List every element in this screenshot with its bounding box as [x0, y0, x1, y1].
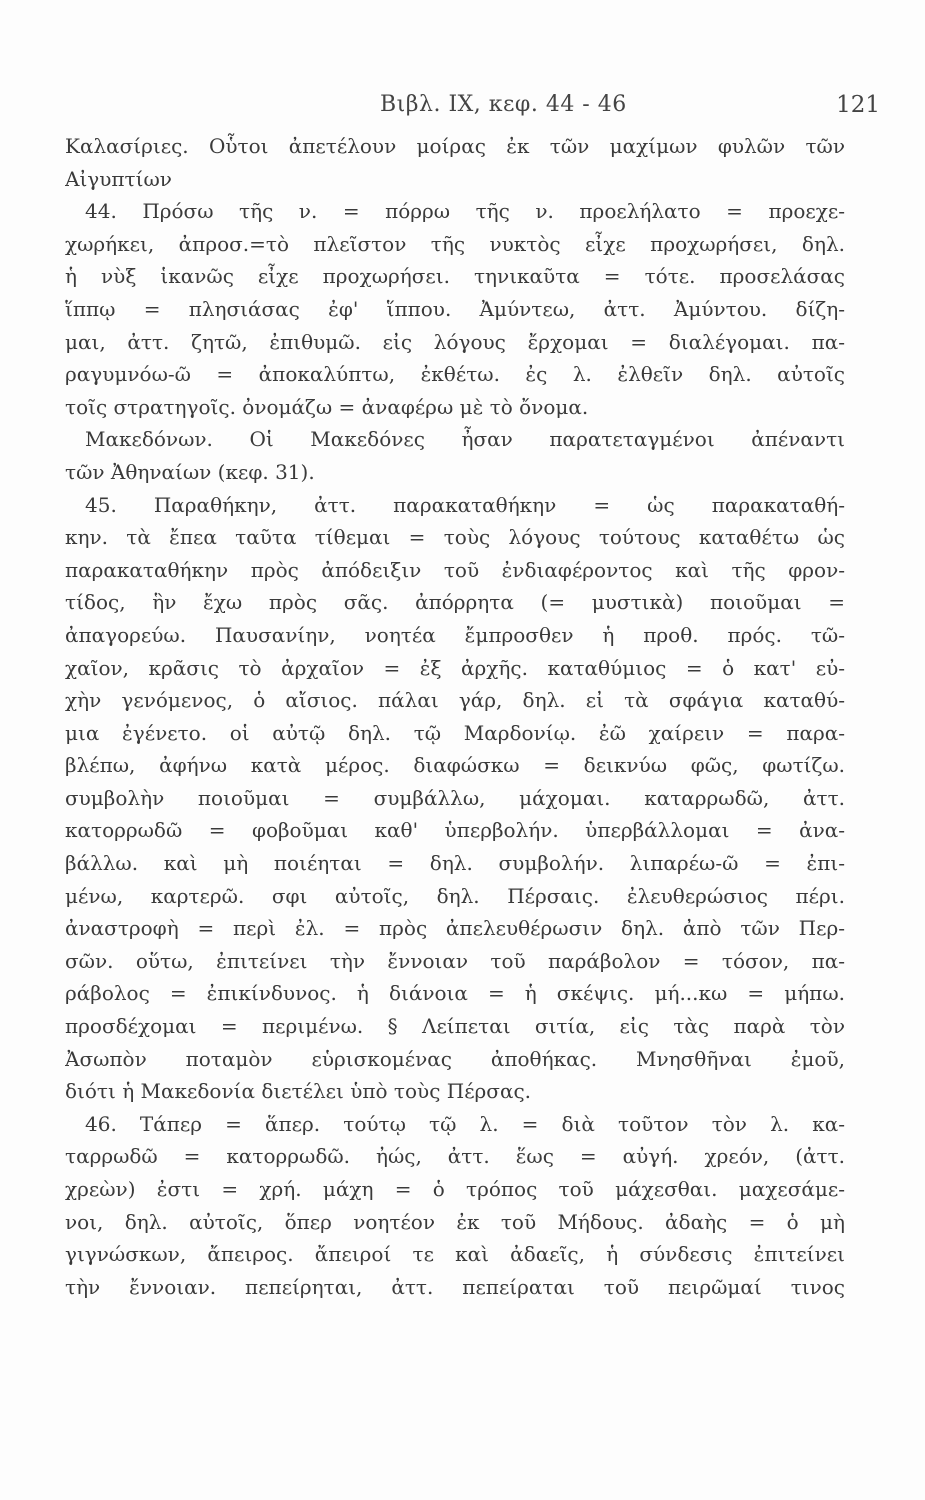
text-line: σῶν. οὕτω, ἐπιτείνει τὴν ἔννοιαν τοῦ παράβολον = τόσον, πα-: [65, 948, 845, 973]
text-line: μαι, ἀττ. ζητῶ, ἐπιθυμῶ. εἰς λόγους ἔρχομαι = διαλέγομαι. πα-: [65, 329, 845, 354]
text-line: τῶν Ἀθηναίων (κεφ. 31).: [65, 459, 315, 484]
text-line: ράβολος = ἐπικίνδυνος. ἡ διάνοια = ἡ σκέψις. μή...κω = μήπω.: [65, 981, 845, 1006]
text-line: κατορρωδῶ = φοβοῦμαι καθ' ὑπερβολήν. ὑπερβάλλομαι = ἀνα-: [65, 818, 845, 843]
text-line: μια ἐγένετο. οἱ αὐτῷ δηλ. τῷ Μαρδονίῳ. ἐῶ χαίρειν = παρα-: [65, 720, 845, 745]
text-line: χωρήκει, ἀπροσ.=τὸ πλεῖστον τῆς νυκτὸς εἶχε προχωρήσει, δηλ.: [65, 231, 845, 256]
text-line: προσδέχομαι = περιμένω. § Λείπεται σιτία, εἰς τὰς παρὰ τὸν: [65, 1014, 845, 1039]
text-line: ἀναστροφὴ = περὶ ἐλ. = πρὸς ἀπελευθέρωσιν δηλ. ἀπὸ τῶν Περ-: [65, 916, 845, 941]
text-line: παρακαταθήκην πρὸς ἀπόδειξιν τοῦ ἐνδιαφέροντος καὶ τῆς φρον-: [65, 557, 845, 582]
text-line: 44. Πρόσω τῆς ν. = πόρρω τῆς ν. προελήλατο = προεχε-: [85, 199, 845, 224]
text-line: χρεὼν) ἐστι = χρή. μάχη = ὁ τρόπος τοῦ μάχεσθαι. μαχεσάμε-: [65, 1177, 845, 1201]
text-line: Αἰγυπτίων: [65, 166, 172, 191]
text-line: γιγνώσκων, ἄπειρος. ἄπειροί τε καὶ ἀδαεῖς, ἡ σύνδεσις ἐπιτείνει: [65, 1242, 845, 1267]
text-line: ἀπαγορεύω. Παυσανίην, νοητέα ἔμπροσθεν ἡ προθ. πρός. τῶ-: [65, 622, 845, 647]
text-line: συμβολὴν ποιοῦμαι = συμβάλλω, μάχομαι. καταρρωδῶ, ἀττ.: [65, 785, 845, 810]
page-number: 121: [836, 92, 880, 118]
text-line: νοι, δηλ. αὐτοῖς, ὅπερ νοητέον ἐκ τοῦ Μήδους. ἀδαὴς = ὁ μὴ: [65, 1209, 845, 1234]
page-header: [380, 92, 880, 122]
text-line: μένω, καρτερῶ. σφι αὐτοῖς, δηλ. Πέρσαις. ἐλευθερώσιος πέρι.: [65, 883, 845, 908]
text-line: ἵππῳ = πλησιάσας ἐφ' ἵππου. Ἀμύντεω, ἀττ. Ἀμύντου. δίζη-: [65, 296, 845, 321]
text-line: Ἀσωπὸν ποταμὸν εὑρισκομένας ἀποθήκας. Μνησθῆναι ἐμοῦ,: [65, 1046, 845, 1071]
text-line: ραγυμνόω-ῶ = ἀποκαλύπτω, ἐκθέτω. ἐς λ. ἐλθεῖν δηλ. αὐτοῖς: [65, 362, 845, 387]
text-line: διότι ἡ Μακεδονία διετέλει ὑπὸ τοὺς Πέρσας.: [65, 1079, 532, 1104]
text-line: 46. Τάπερ = ἅπερ. τούτῳ τῷ λ. = διὰ τοῦτον τὸν λ. κα-: [85, 1111, 845, 1136]
text-line: χὴν γενόμενος, ὁ αἴσιος. πάλαι γάρ, δηλ. εἰ τὰ σφάγια καταθύ-: [65, 688, 845, 713]
commentary-text: [65, 130, 845, 1303]
text-line: βάλλω. καὶ μὴ ποιέηται = δηλ. συμβολήν. λιπαρέω-ῶ = ἐπι-: [65, 851, 845, 876]
text-line: τὴν ἔννοιαν. πεπείρηται, ἀττ. πεπείραται τοῦ πειρῶμαί τινος: [65, 1274, 845, 1299]
text-line: βλέπω, ἀφήνω κατὰ μέρος. διαφώσκω = δεικνύω φῶς, φωτίζω.: [65, 753, 845, 778]
text-line: 45. Παραθήκην, ἀττ. παρακαταθήκην = ὡς παρακαταθή-: [85, 492, 845, 517]
text-line: τοῖς στρατηγοῖς. ὀνομάζω = ἀναφέρω μὲ τὸ ὄνομα.: [65, 394, 589, 419]
text-line: χαῖον, κρᾶσις τὸ ἀρχαῖον = ἐξ ἀρχῆς. καταθύμιος = ὁ κατ' εὐ-: [65, 655, 845, 680]
text-line: κην. τὰ ἔπεα ταῦτα τίθεμαι = τοὺς λόγους τούτους καταθέτω ὡς: [65, 525, 845, 550]
text-line: ἡ νὺξ ἱκανῶς εἶχε προχωρήσει. τηνικαῦτα = τότε. προσελάσας: [65, 264, 845, 289]
text-line: ταρρωδῶ = κατορρωδῶ. ἠώς, ἀττ. ἕως = αὐγή. χρεόν, (ἀττ.: [65, 1144, 845, 1169]
text-line: τίδος, ἣν ἔχω πρὸς σᾶς. ἀπόρρητα (= μυστικὰ) ποιοῦμαι =: [65, 590, 845, 615]
running-head: Βιβλ. IX, κεφ. 44 - 46: [380, 92, 627, 117]
text-line: Μακεδόνων. Οἱ Μακεδόνες ἦσαν παρατεταγμένοι ἀπέναντι: [85, 427, 845, 452]
text-line: Καλασίριες. Οὗτοι ἀπετέλουν μοίρας ἐκ τῶν μαχίμων φυλῶν τῶν: [65, 134, 845, 158]
